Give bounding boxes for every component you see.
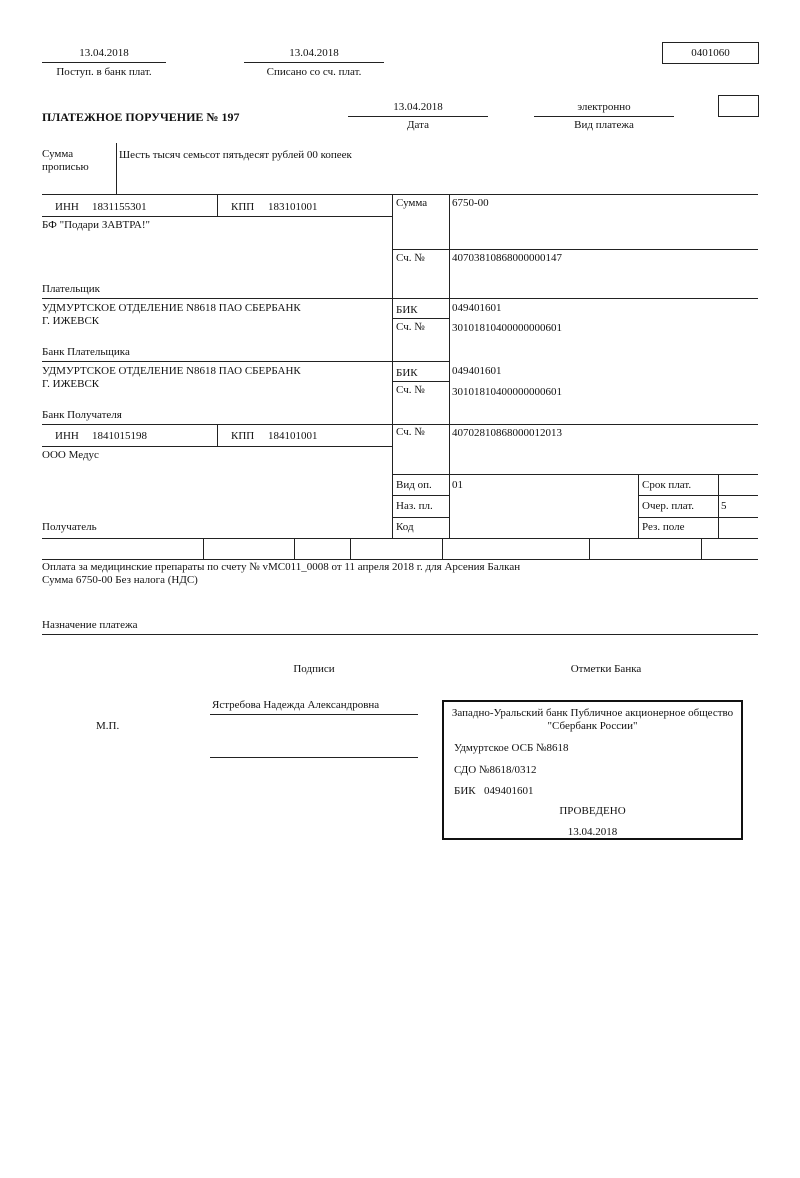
- signatures-label: Подписи: [293, 663, 335, 675]
- divider: [203, 538, 204, 559]
- divider: [42, 424, 758, 425]
- recipient-bank-name-1: УДМУРТСКОЕ ОТДЕЛЕНИЕ N8618 ПАО СБЕРБАНК: [42, 365, 301, 377]
- signature-line: [210, 757, 418, 758]
- payer-account-label: Сч. №: [396, 252, 425, 264]
- recipient-account: 40702810868000012013: [452, 427, 562, 439]
- ocher-value: 5: [721, 500, 727, 512]
- payer-label: Плательщик: [42, 283, 100, 295]
- recipient-inn: 1841015198: [92, 430, 147, 442]
- divider: [589, 538, 590, 559]
- divider: [442, 538, 443, 559]
- payer-inn-label: ИНН: [55, 201, 79, 213]
- divider: [244, 62, 384, 63]
- payer-kpp-label: КПП: [231, 201, 255, 213]
- recipient-label: Получатель: [42, 521, 97, 533]
- field-box: [718, 95, 759, 117]
- recipient-name: ООО Медус: [42, 449, 99, 461]
- divider: [392, 318, 449, 319]
- naz-pl-label: Наз. пл.: [396, 500, 433, 512]
- recipient-bank-bik: 049401601: [452, 365, 502, 377]
- payer-name: БФ "Подари ЗАВТРА!": [42, 219, 150, 231]
- divider: [638, 474, 639, 539]
- divider: [217, 194, 218, 216]
- purpose-line-2: Сумма 6750-00 Без налога (НДС): [42, 574, 198, 586]
- payer-bank-bik: 049401601: [452, 302, 502, 314]
- recipient-bank-label: Банк Получателя: [42, 409, 122, 421]
- recipient-bank-account-label: Сч. №: [396, 384, 425, 396]
- form-code: 0401060: [662, 42, 759, 64]
- ocher-label: Очер. плат.: [642, 500, 695, 512]
- payer-bank-bik-label: БИК: [396, 304, 418, 316]
- payer-inn: 1831155301: [92, 201, 147, 213]
- divider: [116, 143, 117, 194]
- divider: [392, 381, 449, 382]
- payer-bank-name-2: Г. ИЖЕВСК: [42, 315, 100, 327]
- payer-kpp: 183101001: [268, 201, 318, 213]
- divider: [392, 517, 449, 518]
- divider: [294, 538, 295, 559]
- signature-line: [210, 714, 418, 715]
- sum-value: 6750-00: [452, 197, 489, 209]
- divider: [449, 194, 450, 539]
- stamp-bank-name: Западно-Уральский банк Публичное акционерное общество: [451, 707, 734, 719]
- divider: [42, 216, 392, 217]
- received-label: Поступ. в банк плат.: [56, 66, 152, 78]
- divider: [638, 495, 758, 496]
- bank-marks-label: Отметки Банка: [570, 663, 642, 675]
- divider: [348, 116, 488, 117]
- payment-type: электронно: [577, 101, 631, 113]
- stamp-sdo: СДО №8618/0312: [454, 764, 537, 776]
- recipient-bank-name-2: Г. ИЖЕВСК: [42, 378, 100, 390]
- divider: [392, 474, 758, 475]
- recipient-inn-label: ИНН: [55, 430, 79, 442]
- divider: [701, 538, 702, 559]
- recipient-kpp-label: КПП: [231, 430, 255, 442]
- divider: [638, 517, 758, 518]
- stamp-branch: Удмуртское ОСБ №8618: [454, 742, 569, 754]
- sum-label: Сумма: [396, 197, 428, 209]
- divider: [42, 559, 758, 560]
- vid-op-value: 01: [452, 479, 463, 491]
- divider: [42, 446, 392, 447]
- document-date-label: Дата: [407, 119, 429, 131]
- debited-label: Списано со сч. плат.: [266, 66, 362, 78]
- amount-words-value: Шесть тысяч семьсот пятьдесят рублей 00 копеек: [119, 149, 352, 161]
- divider: [217, 424, 218, 446]
- amount-words-label: Сумма прописью: [42, 148, 89, 173]
- stamp-status: ПРОВЕДЕНО: [559, 805, 626, 817]
- purpose-line-1: Оплата за медицинские препараты по счету № vMC011_0008 от 11 апреля 2018 г. для Арсения Балкан: [42, 561, 521, 573]
- kod-label: Код: [396, 521, 414, 533]
- stamp-date: 13.04.2018: [567, 826, 618, 838]
- payer-account: 40703810868000000147: [452, 252, 562, 264]
- divider: [42, 62, 166, 63]
- purpose-label: Назначение платежа: [42, 619, 138, 631]
- divider: [42, 538, 758, 539]
- document-date: 13.04.2018: [393, 101, 443, 113]
- divider: [350, 538, 351, 559]
- stamp-place: М.П.: [96, 720, 120, 732]
- bank-stamp: [442, 700, 743, 840]
- payer-bank-account: 30101810400000000601: [452, 322, 562, 334]
- divider: [392, 194, 393, 539]
- payer-bank-label: Банк Плательщика: [42, 346, 130, 358]
- debited-date: 13.04.2018: [289, 47, 339, 59]
- divider: [42, 298, 758, 299]
- divider: [42, 361, 449, 362]
- payer-bank-account-label: Сч. №: [396, 321, 425, 333]
- received-date: 13.04.2018: [79, 47, 129, 59]
- stamp-bik: 049401601: [484, 785, 534, 797]
- payer-bank-name-1: УДМУРТСКОЕ ОТДЕЛЕНИЕ N8618 ПАО СБЕРБАНК: [42, 302, 301, 314]
- signer-name: Ястребова Надежда Александровна: [212, 699, 380, 711]
- rez-label: Рез. поле: [642, 521, 685, 533]
- srok-label: Срок плат.: [642, 479, 692, 491]
- recipient-bank-account: 30101810400000000601: [452, 386, 562, 398]
- payment-type-label: Вид платежа: [574, 119, 634, 131]
- page-title: ПЛАТЕЖНОЕ ПОРУЧЕНИЕ № 197: [42, 110, 240, 124]
- recipient-bank-bik-label: БИК: [396, 367, 418, 379]
- divider: [534, 116, 674, 117]
- recipient-kpp: 184101001: [268, 430, 318, 442]
- divider: [392, 249, 758, 250]
- vid-op-label: Вид оп.: [396, 479, 432, 491]
- divider: [42, 194, 758, 195]
- divider: [42, 634, 758, 635]
- divider: [392, 495, 449, 496]
- stamp-bik-label: БИК: [454, 785, 476, 797]
- recipient-account-label: Сч. №: [396, 426, 425, 438]
- stamp-bank-name-2: "Сбербанк России": [547, 720, 638, 732]
- divider: [718, 474, 719, 539]
